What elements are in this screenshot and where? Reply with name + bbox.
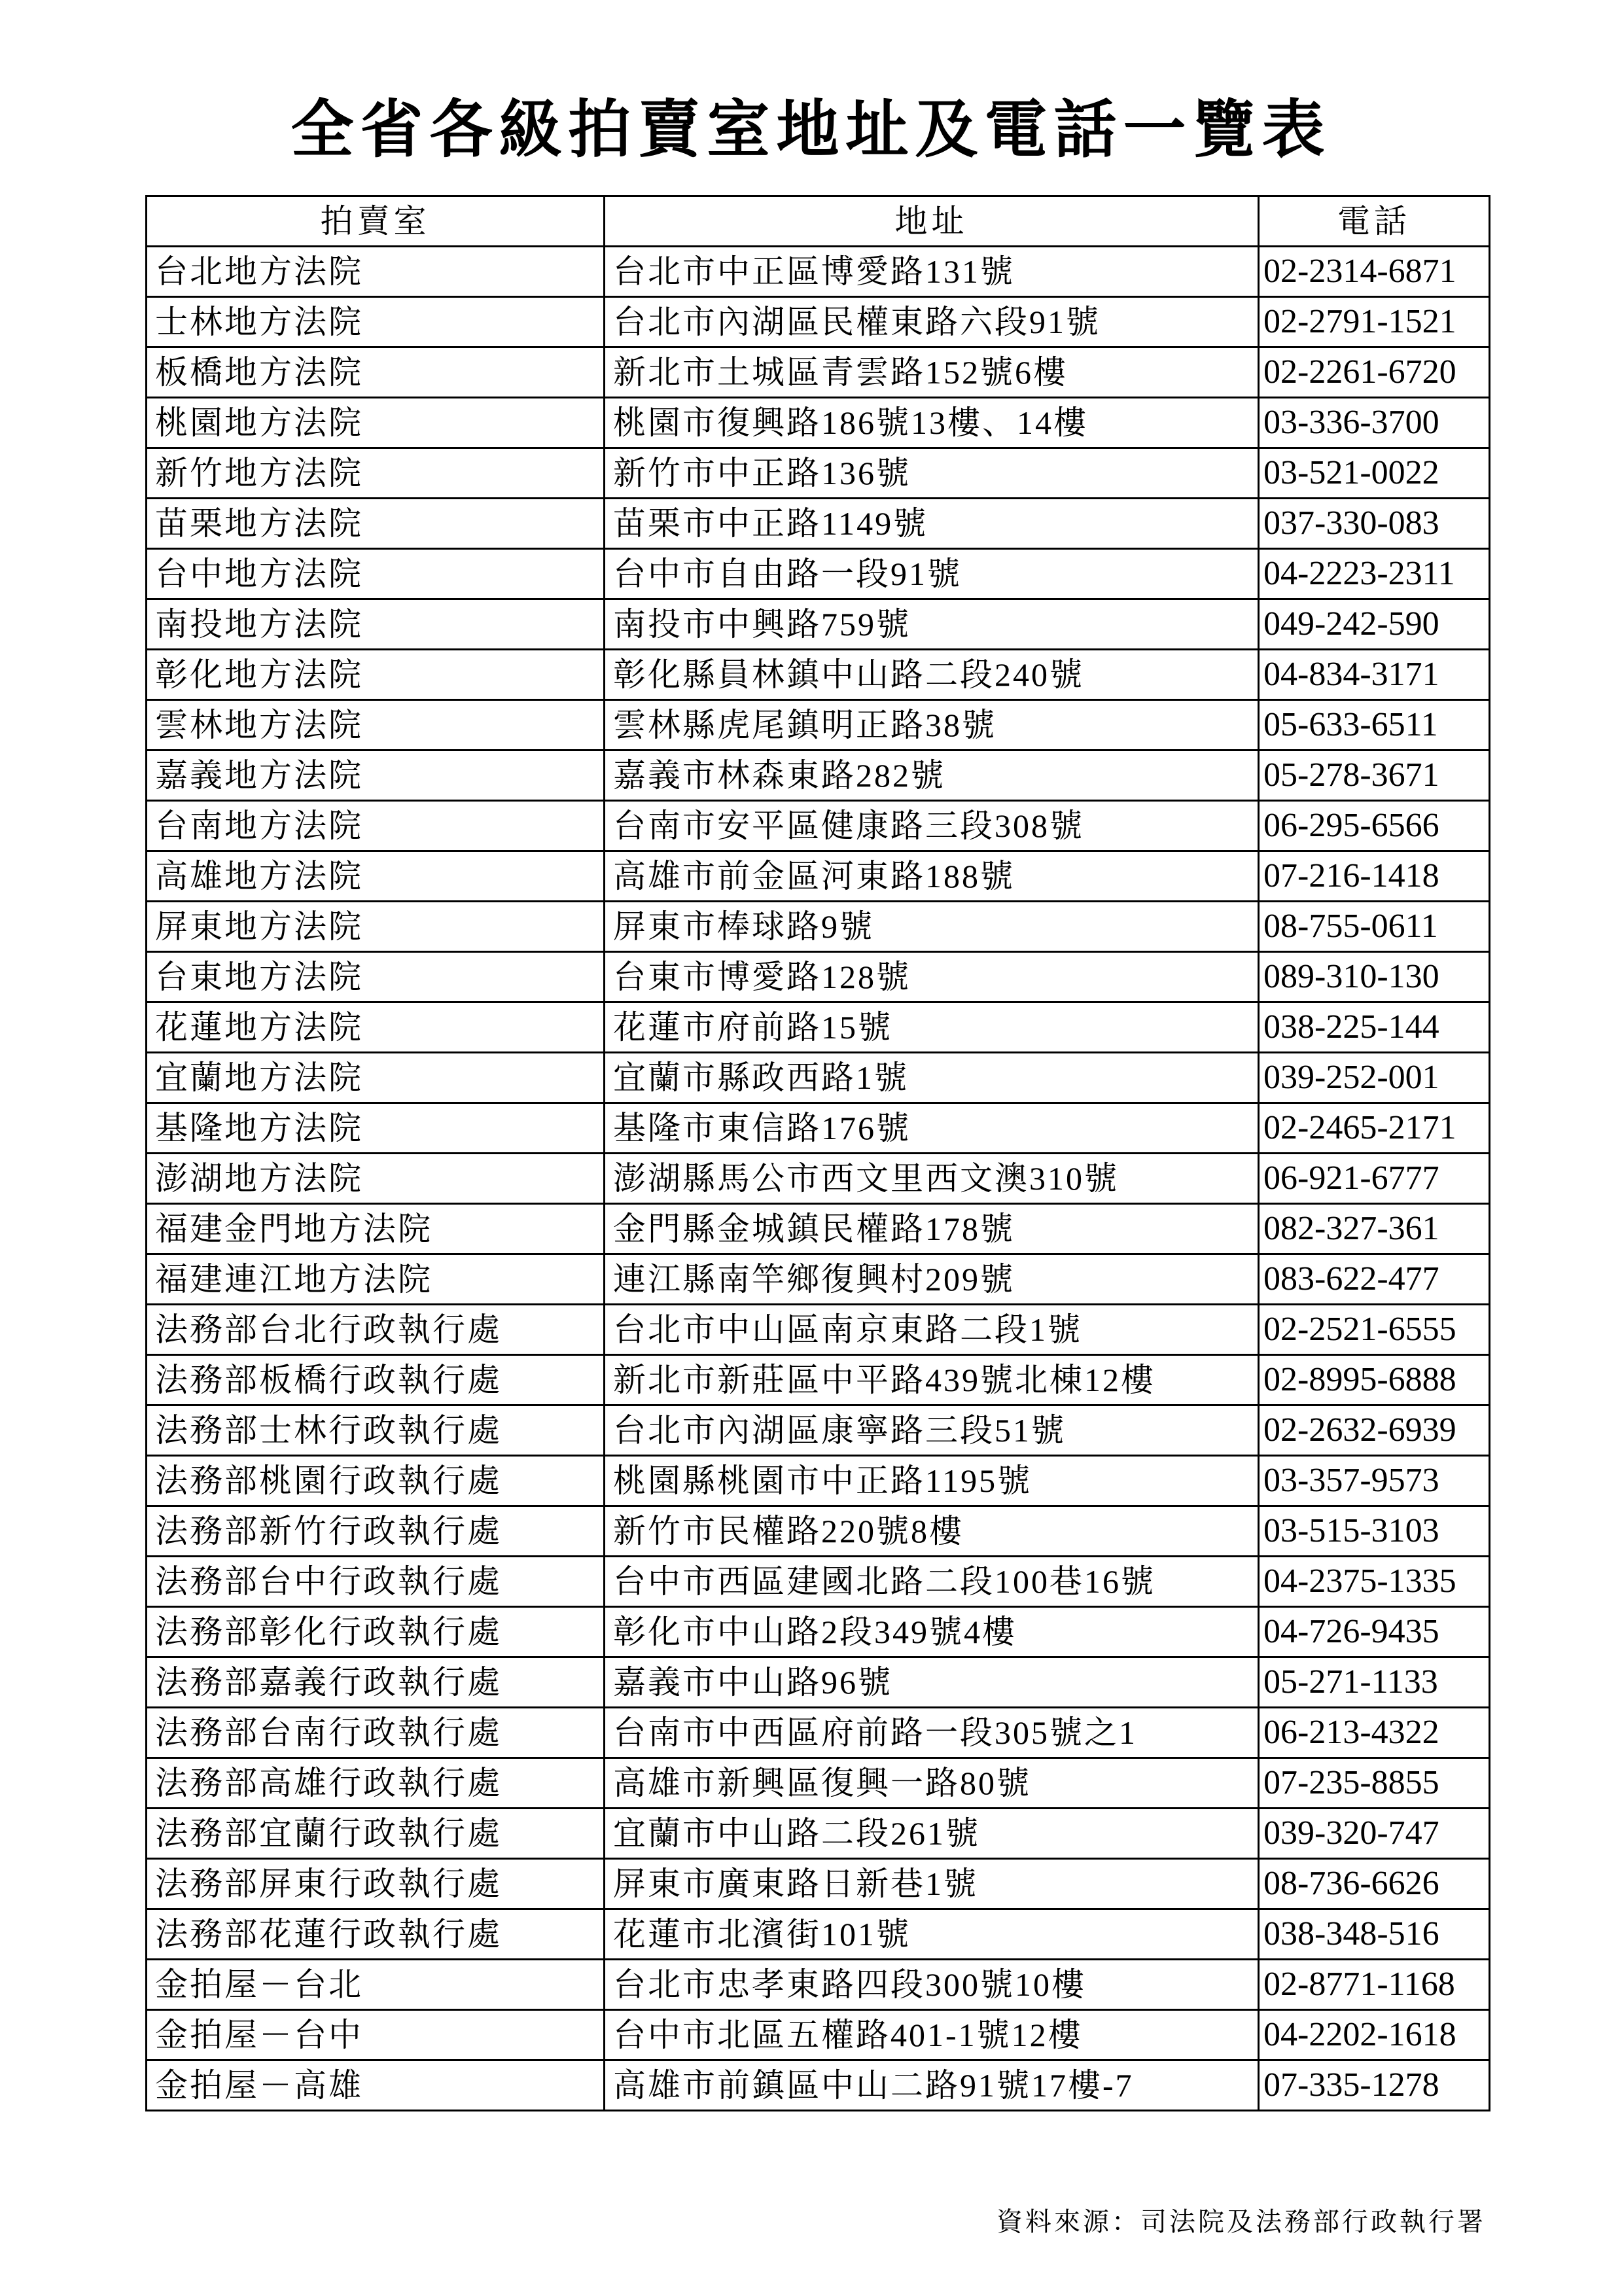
auction-room-cell: 彰化地方法院 [147, 650, 605, 700]
phone-cell: 02-8771-1168 [1259, 1960, 1490, 2010]
phone-cell: 07-335-1278 [1259, 2060, 1490, 2111]
phone-cell: 049-242-590 [1259, 599, 1490, 650]
address-cell: 台北市中正區博愛路131號 [605, 247, 1259, 297]
table-row [147, 851, 1490, 902]
table-row [147, 1909, 1490, 1960]
phone-cell: 02-2791-1521 [1259, 297, 1490, 347]
auction-room-cell: 法務部台南行政執行處 [147, 1708, 605, 1758]
auction-room-cell: 金拍屋－台中 [147, 2010, 605, 2060]
address-cell: 桃園縣桃園市中正路1195號 [605, 1456, 1259, 1506]
table-header-row [147, 196, 1490, 247]
address-cell: 桃園市復興路186號13樓、14樓 [605, 398, 1259, 448]
address-cell: 新北市土城區青雲路152號6樓 [605, 347, 1259, 398]
auction-room-cell: 法務部板橋行政執行處 [147, 1355, 605, 1405]
auction-room-cell: 桃園地方法院 [147, 398, 605, 448]
phone-cell: 04-2202-1618 [1259, 2010, 1490, 2060]
table-row [147, 1607, 1490, 1657]
address-cell: 屏東市棒球路9號 [605, 902, 1259, 952]
table-row [147, 1254, 1490, 1305]
auction-room-cell: 板橋地方法院 [147, 347, 605, 398]
address-cell: 彰化縣員林鎮中山路二段240號 [605, 650, 1259, 700]
column-header-phone: 電話 [1259, 196, 1490, 247]
phone-cell: 037-330-083 [1259, 499, 1490, 549]
auction-room-cell: 法務部屏東行政執行處 [147, 1859, 605, 1909]
auction-room-cell: 福建金門地方法院 [147, 1204, 605, 1254]
auction-room-table [145, 195, 1490, 2111]
phone-cell: 039-252-001 [1259, 1053, 1490, 1103]
address-cell: 台中市西區建國北路二段100巷16號 [605, 1557, 1259, 1607]
address-cell: 基隆市東信路176號 [605, 1103, 1259, 1154]
address-cell: 台南市中西區府前路一段305號之1 [605, 1708, 1259, 1758]
address-cell: 高雄市前金區河東路188號 [605, 851, 1259, 902]
address-cell: 澎湖縣馬公市西文里西文澳310號 [605, 1154, 1259, 1204]
table-row [147, 1506, 1490, 1557]
auction-room-cell: 基隆地方法院 [147, 1103, 605, 1154]
phone-cell: 02-2465-2171 [1259, 1103, 1490, 1154]
address-cell: 花蓮市府前路15號 [605, 1002, 1259, 1053]
address-cell: 嘉義市林森東路282號 [605, 751, 1259, 801]
table-row [147, 398, 1490, 448]
table-row [147, 2060, 1490, 2111]
table-row [147, 801, 1490, 851]
phone-cell: 06-295-6566 [1259, 801, 1490, 851]
phone-cell: 082-327-361 [1259, 1204, 1490, 1254]
table-row [147, 549, 1490, 599]
table-row [147, 952, 1490, 1002]
table-row [147, 347, 1490, 398]
address-cell: 新竹市中正路136號 [605, 448, 1259, 499]
address-cell: 南投市中興路759號 [605, 599, 1259, 650]
phone-cell: 06-213-4322 [1259, 1708, 1490, 1758]
address-cell: 彰化市中山路2段349號4樓 [605, 1607, 1259, 1657]
phone-cell: 05-271-1133 [1259, 1657, 1490, 1708]
auction-room-cell: 苗栗地方法院 [147, 499, 605, 549]
table-row [147, 499, 1490, 549]
auction-room-cell: 法務部彰化行政執行處 [147, 1607, 605, 1657]
auction-room-cell: 法務部台北行政執行處 [147, 1305, 605, 1355]
address-cell: 花蓮市北濱街101號 [605, 1909, 1259, 1960]
table-row [147, 247, 1490, 297]
auction-room-cell: 澎湖地方法院 [147, 1154, 605, 1204]
auction-room-cell: 士林地方法院 [147, 297, 605, 347]
table-row [147, 1809, 1490, 1859]
auction-room-cell: 法務部新竹行政執行處 [147, 1506, 605, 1557]
table-row [147, 1154, 1490, 1204]
address-cell: 連江縣南竿鄉復興村209號 [605, 1254, 1259, 1305]
table-row [147, 1204, 1490, 1254]
table-row [147, 1657, 1490, 1708]
phone-cell: 039-320-747 [1259, 1809, 1490, 1859]
auction-room-cell: 法務部士林行政執行處 [147, 1405, 605, 1456]
table-row [147, 1002, 1490, 1053]
auction-room-cell: 屏東地方法院 [147, 902, 605, 952]
address-cell: 雲林縣虎尾鎮明正路38號 [605, 700, 1259, 751]
auction-room-cell: 雲林地方法院 [147, 700, 605, 751]
address-cell: 台北市內湖區康寧路三段51號 [605, 1405, 1259, 1456]
auction-room-cell: 高雄地方法院 [147, 851, 605, 902]
address-cell: 台南市安平區健康路三段308號 [605, 801, 1259, 851]
phone-cell: 03-521-0022 [1259, 448, 1490, 499]
table-row [147, 650, 1490, 700]
address-cell: 苗栗市中正路1149號 [605, 499, 1259, 549]
table-row [147, 1053, 1490, 1103]
table-body [147, 247, 1490, 2111]
auction-room-cell: 南投地方法院 [147, 599, 605, 650]
auction-room-cell: 法務部花蓮行政執行處 [147, 1909, 605, 1960]
table-row [147, 2010, 1490, 2060]
phone-cell: 08-755-0611 [1259, 902, 1490, 952]
phone-cell: 03-515-3103 [1259, 1506, 1490, 1557]
auction-room-cell: 台中地方法院 [147, 549, 605, 599]
table-row [147, 1456, 1490, 1506]
column-header-address: 地址 [605, 196, 1259, 247]
address-cell: 台中市自由路一段91號 [605, 549, 1259, 599]
auction-room-cell: 法務部高雄行政執行處 [147, 1758, 605, 1809]
phone-cell: 06-921-6777 [1259, 1154, 1490, 1204]
table-row [147, 1859, 1490, 1909]
table-row [147, 1557, 1490, 1607]
phone-cell: 02-2521-6555 [1259, 1305, 1490, 1355]
address-cell: 台中市北區五權路401-1號12樓 [605, 2010, 1259, 2060]
phone-cell: 04-726-9435 [1259, 1607, 1490, 1657]
auction-room-cell: 法務部宜蘭行政執行處 [147, 1809, 605, 1859]
auction-room-cell: 花蓮地方法院 [147, 1002, 605, 1053]
phone-cell: 05-278-3671 [1259, 751, 1490, 801]
phone-cell: 03-336-3700 [1259, 398, 1490, 448]
phone-cell: 04-2223-2311 [1259, 549, 1490, 599]
table-row [147, 1305, 1490, 1355]
table-row [147, 297, 1490, 347]
source-note: 資料來源：司法院及法務部行政執行署 [996, 2207, 1486, 2237]
phone-cell: 04-2375-1335 [1259, 1557, 1490, 1607]
table-row [147, 1960, 1490, 2010]
auction-room-cell: 金拍屋－台北 [147, 1960, 605, 2010]
phone-cell: 083-622-477 [1259, 1254, 1490, 1305]
auction-room-cell: 台南地方法院 [147, 801, 605, 851]
auction-room-cell: 法務部桃園行政執行處 [147, 1456, 605, 1506]
table-row [147, 1355, 1490, 1405]
address-cell: 台北市中山區南京東路二段1號 [605, 1305, 1259, 1355]
phone-cell: 07-235-8855 [1259, 1758, 1490, 1809]
table-row [147, 448, 1490, 499]
phone-cell: 038-225-144 [1259, 1002, 1490, 1053]
address-cell: 新北市新莊區中平路439號北棟12樓 [605, 1355, 1259, 1405]
column-header-auction-room: 拍賣室 [147, 196, 605, 247]
table-row [147, 751, 1490, 801]
table-row [147, 700, 1490, 751]
auction-room-cell: 宜蘭地方法院 [147, 1053, 605, 1103]
auction-room-cell: 福建連江地方法院 [147, 1254, 605, 1305]
address-cell: 台東市博愛路128號 [605, 952, 1259, 1002]
address-cell: 金門縣金城鎮民權路178號 [605, 1204, 1259, 1254]
auction-room-cell: 法務部台中行政執行處 [147, 1557, 605, 1607]
address-cell: 高雄市前鎮區中山二路91號17樓-7 [605, 2060, 1259, 2111]
phone-cell: 02-2261-6720 [1259, 347, 1490, 398]
address-cell: 新竹市民權路220號8樓 [605, 1506, 1259, 1557]
address-cell: 宜蘭市縣政西路1號 [605, 1053, 1259, 1103]
phone-cell: 02-8995-6888 [1259, 1355, 1490, 1405]
phone-cell: 04-834-3171 [1259, 650, 1490, 700]
phone-cell: 089-310-130 [1259, 952, 1490, 1002]
table-row [147, 1708, 1490, 1758]
address-cell: 高雄市新興區復興一路80號 [605, 1758, 1259, 1809]
phone-cell: 08-736-6626 [1259, 1859, 1490, 1909]
page-title: 全省各級拍賣室地址及電話一覽表 [291, 92, 1331, 166]
table-row [147, 1103, 1490, 1154]
phone-cell: 07-216-1418 [1259, 851, 1490, 902]
table-row [147, 1758, 1490, 1809]
table-row [147, 1405, 1490, 1456]
auction-room-cell: 法務部嘉義行政執行處 [147, 1657, 605, 1708]
address-cell: 嘉義市中山路96號 [605, 1657, 1259, 1708]
table-row [147, 902, 1490, 952]
phone-cell: 038-348-516 [1259, 1909, 1490, 1960]
phone-cell: 03-357-9573 [1259, 1456, 1490, 1506]
phone-cell: 05-633-6511 [1259, 700, 1490, 751]
address-cell: 台北市內湖區民權東路六段91號 [605, 297, 1259, 347]
auction-room-cell: 嘉義地方法院 [147, 751, 605, 801]
table-row [147, 599, 1490, 650]
address-cell: 宜蘭市中山路二段261號 [605, 1809, 1259, 1859]
auction-room-cell: 台北地方法院 [147, 247, 605, 297]
phone-cell: 02-2314-6871 [1259, 247, 1490, 297]
address-cell: 屏東市廣東路日新巷1號 [605, 1859, 1259, 1909]
phone-cell: 02-2632-6939 [1259, 1405, 1490, 1456]
auction-room-cell: 新竹地方法院 [147, 448, 605, 499]
auction-room-cell: 金拍屋－高雄 [147, 2060, 605, 2111]
address-cell: 台北市忠孝東路四段300號10樓 [605, 1960, 1259, 2010]
auction-room-cell: 台東地方法院 [147, 952, 605, 1002]
